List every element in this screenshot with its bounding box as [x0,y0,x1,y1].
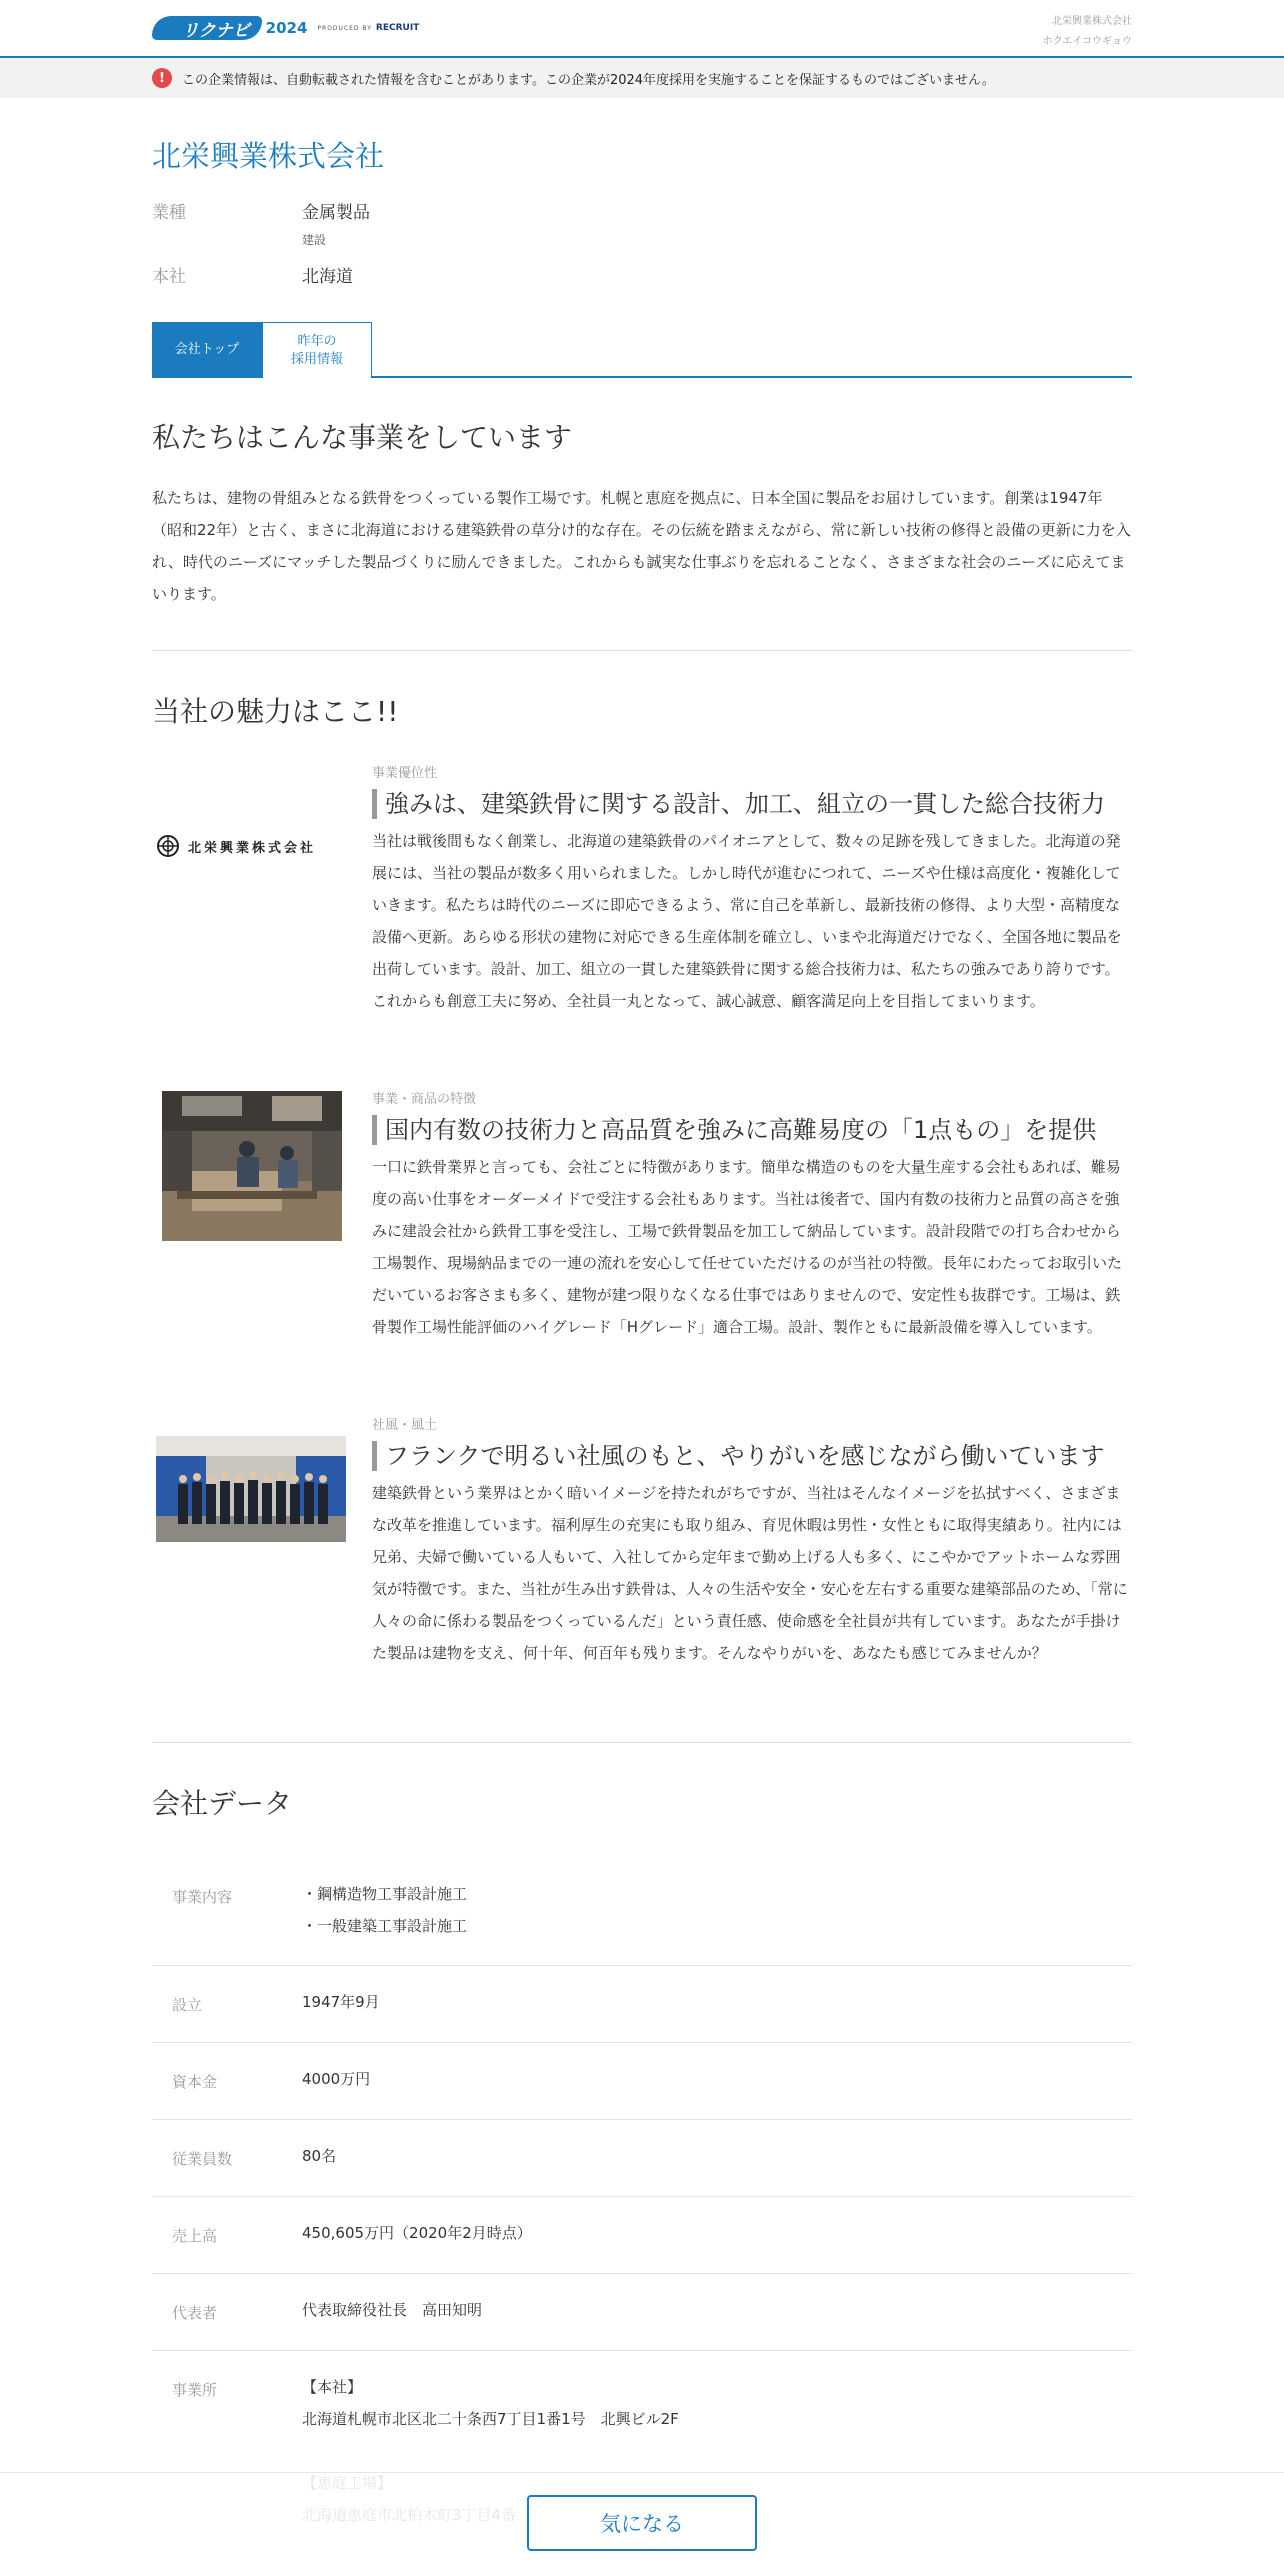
company-data-value: 1947年9月 [302,1993,380,2011]
company-data-row [152,2197,1132,2274]
industry-row [152,198,1132,248]
company-data-row [152,2274,1132,2351]
appeal-item-body [372,762,1132,1017]
hq-value: 北海道 [302,267,353,287]
company-data-line: ・鋼構造物工事設計施工 [302,1885,468,1903]
appeal-item-body [372,1414,1132,1669]
appeal-title: 国内有数の技術力と高品質を強みに高難易度の「1点もの」を提供 [372,1115,1132,1145]
company-data-row [152,1966,1132,2043]
sticky-footer [0,2472,1284,2568]
company-data-label: 従業員数 [172,2150,233,2168]
company-data-label: 資本金 [172,2073,218,2091]
appeal-item-body [372,1088,1132,1343]
logo-year: 2024 [265,19,308,37]
appeal-heading: 当社の魅力はここ!! [152,695,399,728]
section-divider [152,1742,1132,1743]
company-data-line: 【本社】 [302,2378,363,2396]
factory-photo [162,1091,342,1241]
appeal-text: 当社は戦後間もなく創業し、北海道の建築鉄骨のパイオニアとして、数々の足跡を残してきました。北海道の発展には、当社の製品が数多く用いられました。しかし時代が進むにつれて、ニーズや仕様は高度化・複雑化していきます。私たちは時代のニーズに即応できるよう、常に自己を革新し、最新技術の修得、より大型・高精度な設備へ更新。あらゆる形状の建物に対応できる生産体制を確立し、いまや北海道だけでなく、全国各地に製品を出荷しています。設計、加工、組立の一貫した建築鉄骨に関する総合技術力は、私たちの強みであり誇りです。これからも創意工夫に努め、全社員一丸となって、誠心誠意、顧客満足向上を目指してまいります。 [372,832,1122,1010]
appeal-category: 社風・風土 [372,1418,438,1433]
tab-company-top[interactable]: 会社トップ [152,322,262,378]
company-data-label: 事業内容 [172,1888,233,1906]
industry-label: 業種 [152,203,186,223]
factory-workers-image [162,1091,342,1241]
company-data-label: 売上高 [172,2227,218,2245]
company-data-value [302,1878,467,1942]
company-data-label: 事業所 [172,2381,218,2399]
company-data-line: 北海道札幌市北区北二十条西7丁目1番1号 北興ビル2F [302,2410,679,2428]
appeal-title: フランクで明るい社風のもと、やりがいを感じながら働いています [372,1441,1132,1471]
logo-text: リクナビ [152,16,262,40]
auto-transfer-notice [0,58,1284,98]
appeal-item [152,1088,1132,1378]
alert-icon: ! [152,68,172,88]
company-logo-text: 北栄興業株式会社 [188,840,317,856]
appeal-category: 事業・商品の特徴 [372,1092,477,1107]
industry-main: 金属製品 [302,203,370,223]
business-heading: 私たちはこんな事業をしています [152,421,573,454]
company-data-value: 代表取締役社長 高田知明 [302,2301,483,2319]
appeal-category: 事業優位性 [372,766,438,781]
site-header [0,0,1284,58]
company-tabs [152,322,1132,378]
header-company-kana: ホクエイコウギョウ [1042,36,1132,47]
header-company [1043,12,1132,52]
appeal-item [152,1414,1132,1704]
recruit-logo: RECRUIT [375,23,420,33]
company-data-value: 80名 [302,2147,337,2165]
hq-label: 本社 [152,267,186,287]
appeal-title: 強みは、建築鉄骨に関する設計、加工、組立の一貫した総合技術力 [372,789,1132,819]
notice-text: この企業情報は、自動転載された情報を含むことがあります。この企業が2024年度採用を実施することを保証するものではございません。 [182,72,995,88]
staff-group-image [156,1436,346,1542]
appeal-text: 建築鉄骨という業界はとかく暗いイメージを持たれがちですが、当社はそんなイメージを払拭すべく、さまざまな改革を推進しています。福利厚生の充実にも取り組み、育児休暇は男性・女性ともに取得実績あり。社内には兄弟、夫婦で働いている人もいて、入社してから定年まで勤め上げる人も多く、にこやかでアットホームな雰囲気が特徴です。また、当社が生み出す鉄骨は、人々の生活や安全・安心を左右する重要な建築部品のため、「常に人々の命に係わる製品をつくっているんだ」という責任感、使命感を全社員が共有しています。あなたが手掛けた製品は建物を支え、何十年、何百年も残ります。そんなやりがいを、あなたも感じてみませんか？ [372,1484,1128,1662]
business-text: 私たちは、建物の骨組みとなる鉄骨をつくっている製作工場です。札幌と恵庭を拠点に、日本全国に製品をお届けしています。創業は1947年（昭和22年）と古く、まさに北海道における建築鉄骨の草分け的な存在。その伝統を踏まえながら、常に新しい技術の修得と設備の更新に力を入れ、時代のニーズにマッチした製品づくりに励んできました。これからも誠実な仕事ぶりを忘れることなく、さまざまな社会のニーズに応えてまいります。 [152,489,1131,603]
staff-group-photo [156,1436,346,1542]
hq-row [152,262,1132,287]
header-company-name: 北栄興業株式会社 [1052,16,1132,27]
appeal-item [152,762,1132,1052]
company-data-value: 450,605万円（2020年2月時点） [302,2224,532,2242]
company-data-line: ・一般建築工事設計施工 [302,1917,468,1935]
industry-sub: 建設 [302,233,327,247]
company-data-label: 代表者 [172,2304,218,2322]
company-data-spacer [302,2435,679,2467]
section-divider [152,650,1132,651]
logo-produced-by: PRODUCED BY [317,24,372,32]
tab-last-year-recruit[interactable]: 昨年の 採用情報 [262,322,372,378]
company-data-row [152,1858,1132,1966]
company-summary [152,198,1132,301]
rikunabi-logo[interactable] [152,16,419,40]
company-name: 北栄興業株式会社 [152,139,385,173]
appeal-text: 一口に鉄骨業界と言っても、会社ごとに特徴があります。簡単な構造のものを大量生産する会社もあれば、難易度の高い仕事をオーダーメイドで受注する会社もあります。当社は後者で、国内有数の技術力と品質の高さを強みに建設会社から鉄骨工事を受注し、工場で鉄骨製品を加工して納品しています。設計段階での打ち合わせから工場製作、現場納品までの一連の流れを安心して任せていただけるのが当社の特徴。長年にわたってお取引いただいているお客さまも多く、建物が建つ限りなくなる仕事ではありませんので、安定性も抜群です。工場は、鉄骨製作工場性能評価のハイグレード「Hグレード」適合工場。設計、製作ともに最新設備を導入しています。 [372,1158,1123,1336]
company-data-row [152,2043,1132,2120]
company-data-row [152,2120,1132,2197]
company-data-heading: 会社データ [152,1787,293,1820]
company-data-label: 設立 [172,1996,203,2014]
company-logo-image [152,814,348,878]
favorite-button[interactable]: 気になる [527,2495,757,2551]
company-data-value: 4000万円 [302,2070,371,2088]
